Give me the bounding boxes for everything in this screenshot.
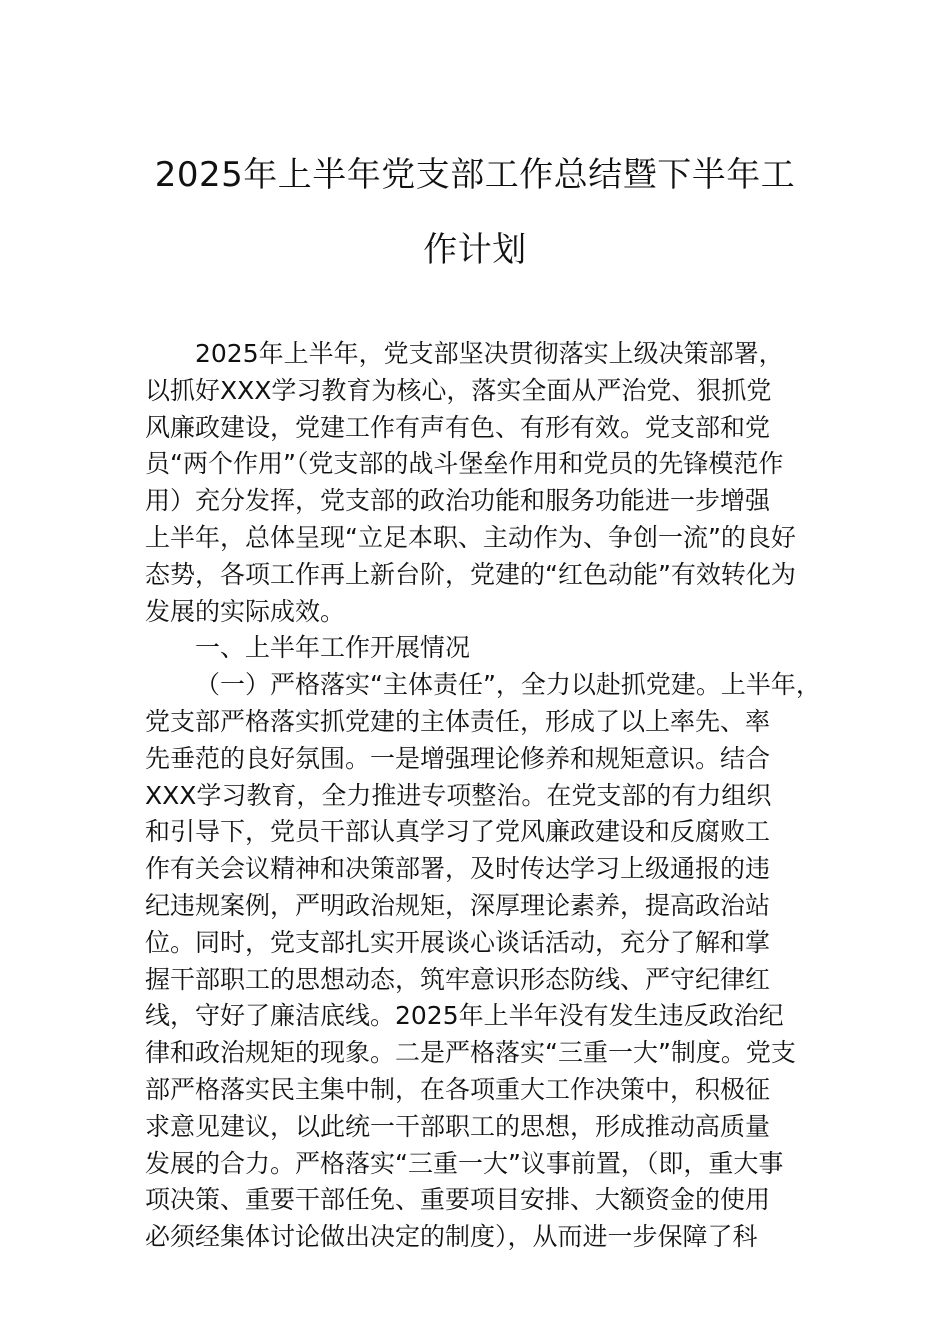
- paragraph-line: 用）充分发挥，党支部的政治功能和服务功能进一步增强: [145, 486, 771, 516]
- paragraph-line: 风廉政建设，党建工作有声有色、有形有效。党支部和党: [145, 412, 771, 442]
- paragraph-line: 线，守好了廉洁底线。2025年上半年没有发生违反政治纪: [145, 1001, 784, 1031]
- paragraph-line: 发展的实际成效。: [145, 596, 346, 626]
- paragraph-line: 党支部严格落实抓党建的主体责任，形成了以上率先、率: [145, 706, 771, 736]
- paragraph-line: 发展的合力。严格落实“三重一大”议事前置，（即，重大事: [145, 1148, 784, 1178]
- paragraph-line: （一）严格落实“主体责任”，全力以赴抓党建。上半年，: [195, 670, 821, 700]
- section-heading: 一、上半年工作开展情况: [195, 633, 471, 663]
- paragraph-line: 上半年，总体呈现“立足本职、主动作为、争创一流”的良好: [145, 522, 796, 552]
- paragraph-line: 握干部职工的思想动态，筑牢意识形态防线、严守纪律红: [145, 964, 771, 994]
- paragraph-line: 项决策、重要干部任免、重要项目安排、大额资金的使用: [145, 1185, 771, 1215]
- paragraph-line: 位。同时，党支部扎实开展谈心谈话活动，充分了解和掌: [145, 927, 771, 957]
- paragraph-line: 和引导下，党员干部认真学习了党风廉政建设和反腐败工: [145, 817, 771, 847]
- document-title-line-2: 作计划: [423, 230, 527, 270]
- paragraph-line: 以抓好XXX学习教育为核心，落实全面从严治党、狠抓党: [145, 375, 772, 405]
- paragraph-line: 态势，各项工作再上新台阶，党建的“红色动能”有效转化为: [145, 559, 796, 589]
- paragraph-line: 必须经集体讨论做出决定的制度），从而进一步保障了科: [145, 1222, 758, 1252]
- paragraph-line: 先垂范的良好氛围。一是增强理论修养和规矩意识。结合: [145, 743, 771, 773]
- document-body: [145, 336, 821, 1256]
- paragraph-line: 纪违规案例，严明政治规矩，深厚理论素养，提高政治站: [145, 890, 771, 920]
- document-title-line-1: 2025年上半年党支部工作总结暨下半年工: [154, 155, 796, 195]
- paragraph-line: 2025年上半年，党支部坚决贯彻落实上级决策部署，: [195, 339, 784, 368]
- paragraph-line: XXX学习教育，全力推进专项整治。在党支部的有力组织: [145, 780, 772, 810]
- paragraph-line: 作有关会议精神和决策部署，及时传达学习上级通报的违: [145, 854, 771, 884]
- paragraph-line: 求意见建议，以此统一干部职工的思想，形成推动高质量: [145, 1111, 771, 1141]
- paragraph-line: 员“两个作用”（党支部的战斗堡垒作用和党员的先锋模范作: [145, 449, 784, 479]
- paragraph-line: 律和政治规矩的现象。二是严格落实“三重一大”制度。党支: [145, 1038, 796, 1068]
- paragraph-line: 部严格落实民主集中制，在各项重大工作决策中，积极征: [145, 1074, 771, 1104]
